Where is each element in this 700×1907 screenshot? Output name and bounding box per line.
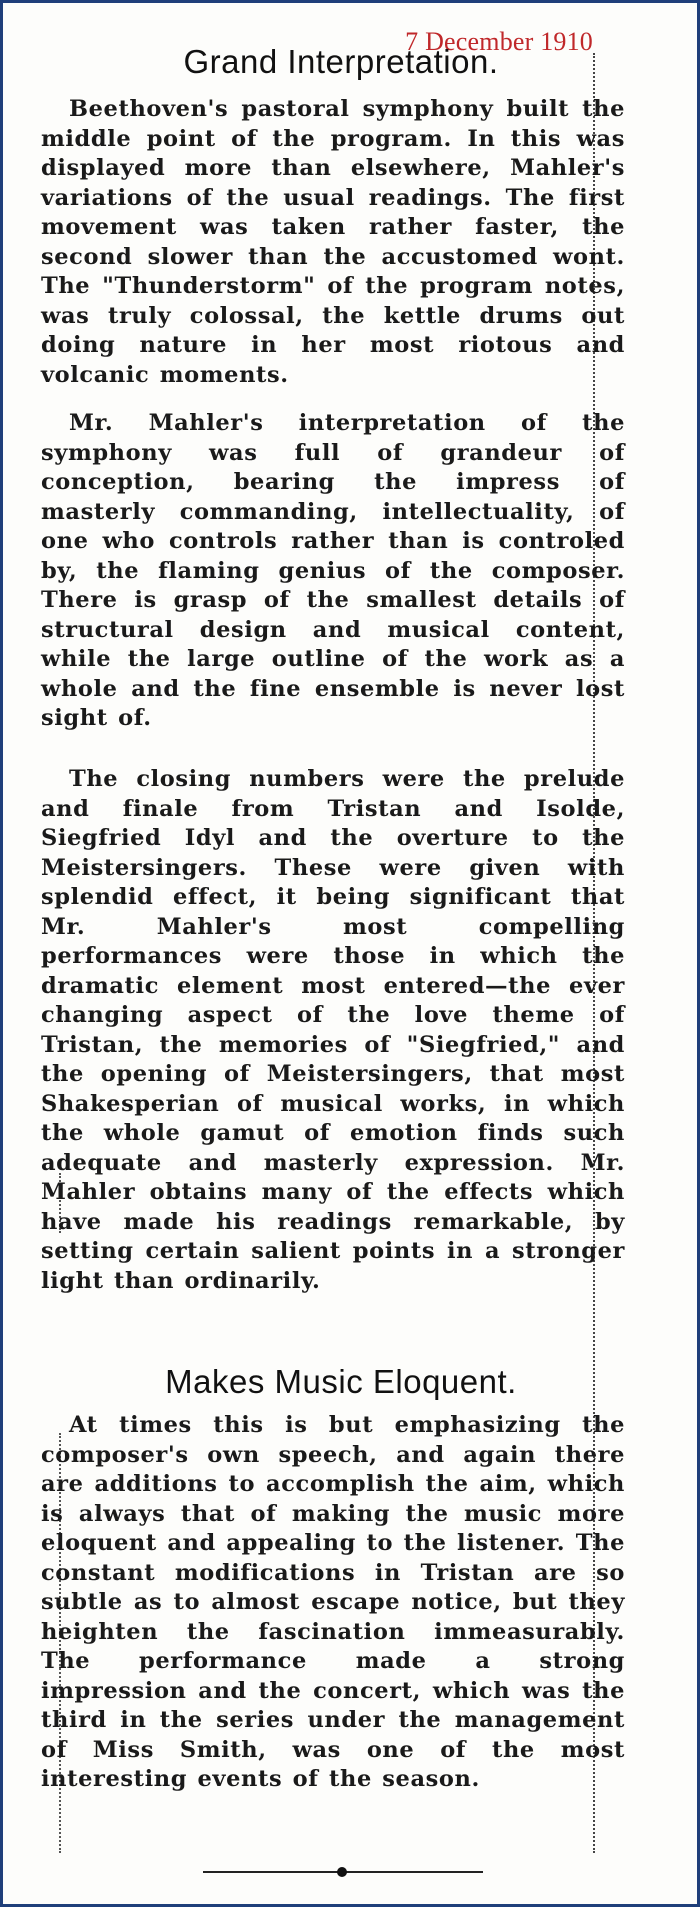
headline-text: Makes Music Eloquent. — [165, 1363, 517, 1400]
date-stamp: 7 December 1910 — [405, 27, 593, 56]
paragraph: The closing numbers were the prelude and finale from Tristan and Isolde, Siegfried Idyl and the overture to the Meistersingers. These were given with splendid effect, it being significant that Mr. Mahler's most compelling performances were those in which the dramatic element most entered—the ever changing aspect of the love theme of Tristan, the memories of "Siegfried," and the opening of Meistersingers, that most Shakesperian of musical works, in which the whole gamut of emotion finds such adequate and masterly expression. Mr. Mahler obtains many of the effects which have made his readings remarkable, by setting certain salient points in a stronger light than ordinarily. — [41, 766, 625, 1294]
newspaper-clipping — [41, 13, 641, 1893]
paragraph: At times this is but emphasizing the composer's own speech, and again there are additions to accomplish the aim, which is always that of making the music more eloquent and appealing to the listener. The constant modifications in Tristan are so subtle as to almost escape notice, but they heighten the fascination immeasurably. The performance made a strong impression and the concert, which was the third in the series under the management of Miss Smith, was one of the most interesting events of the season. — [41, 1412, 625, 1792]
headline-makes-music-eloquent — [41, 1363, 641, 1401]
divider-dot — [337, 1867, 347, 1877]
headline-text: Grand Interpretation. — [183, 43, 499, 80]
paragraph: Beethoven's pastoral symphony built the middle point of the program. In this was displayed more than elsewhere, Mahler's variations of the usual readings. The first movement was taken rather faster, the second slower than the accustomed wont. The "Thunderstorm" of the program notes, was truly colossal, the kettle drums out doing nature in her most riotous and volcanic moments. — [41, 96, 625, 388]
end-ornament-divider — [203, 1865, 483, 1879]
headline-grand-interpretation — [41, 43, 641, 81]
paragraph: Mr. Mahler's interpretation of the symphony was full of grandeur of conception, bearing the impress of masterly commanding, intellectuality, of one who controls rather than is controled by, the flaming genius of the composer. There is grasp of the smallest details of structural design and musical content, while the large outline of the work as a whole and the fine ensemble is never lost sight of. — [41, 410, 625, 731]
